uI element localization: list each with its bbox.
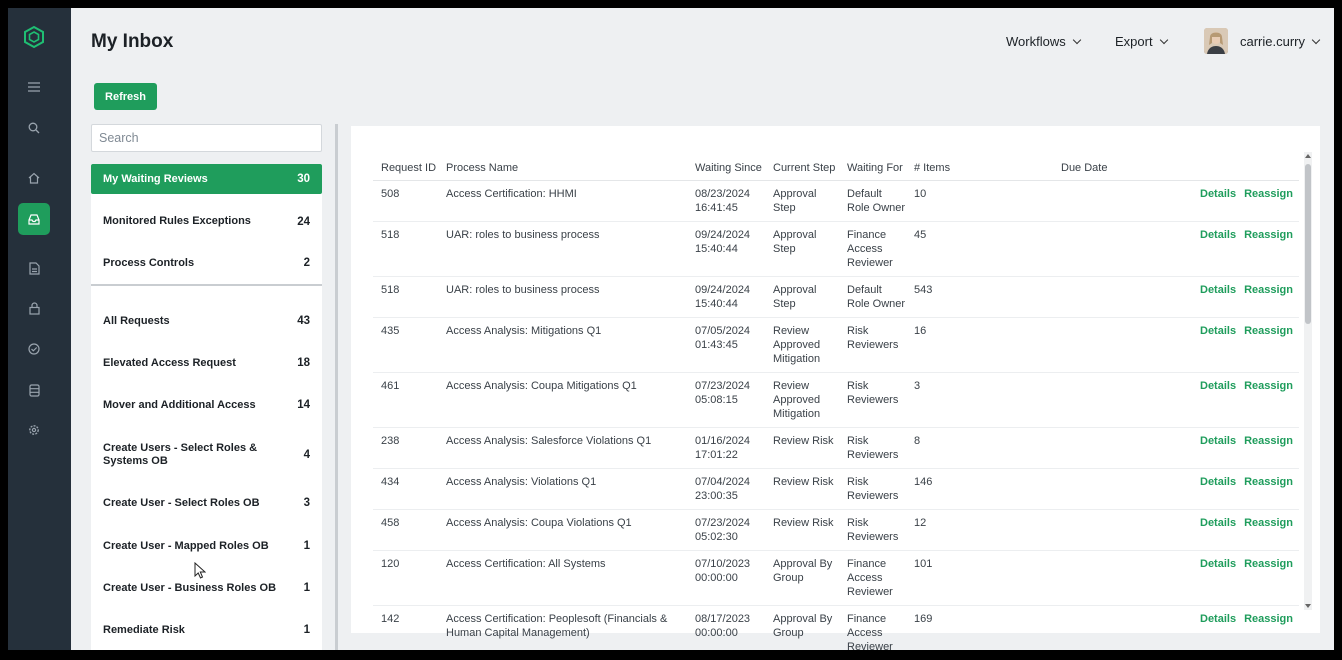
current-step: Review Approved Mitigation (773, 325, 821, 365)
sidebar-item-mover-and-additional-access[interactable] (91, 384, 322, 426)
cell-waiting-since (687, 606, 765, 651)
current-step: Review Risk (773, 476, 834, 488)
column-header-current-step[interactable]: Current Step (765, 154, 839, 181)
cell-process-name (438, 510, 687, 551)
table-row[interactable] (373, 428, 1299, 469)
details-link[interactable]: Details (1200, 188, 1237, 200)
requests-table-panel (351, 126, 1320, 650)
cell-process-name (438, 551, 687, 606)
details-link[interactable]: Details (1200, 284, 1237, 296)
cell-items (906, 373, 1053, 428)
item-count: 16 (914, 325, 927, 337)
reassign-link[interactable]: Reassign (1244, 229, 1293, 241)
table-body (373, 181, 1299, 651)
cell-process-name (438, 469, 687, 510)
process-name: Access Analysis: Violations Q1 (446, 476, 597, 488)
waiting-since-time: 16:41:45 (695, 202, 738, 214)
cell-actions (1183, 428, 1299, 469)
reassign-link[interactable]: Reassign (1244, 613, 1293, 625)
cell-process-name (438, 606, 687, 651)
cell-current-step (765, 606, 839, 651)
waiting-since-date: 07/04/2024 (695, 476, 751, 488)
avatar[interactable] (1204, 28, 1228, 54)
cell-due-date (1053, 181, 1183, 222)
lock-icon[interactable] (24, 298, 44, 318)
waiting-since-date: 07/10/2023 (695, 558, 751, 570)
sidebar-item-label: All Requests (103, 314, 170, 327)
item-count: 543 (914, 284, 933, 296)
sidebar-item-count: 18 (297, 357, 310, 369)
sidebar-item-process-controls[interactable] (91, 244, 322, 282)
waiting-for: Risk Reviewers (847, 476, 899, 502)
waiting-since-time: 05:08:15 (695, 394, 738, 406)
home-icon[interactable] (24, 168, 44, 188)
sidebar-item-label: Create User - Mapped Roles OB (103, 539, 269, 552)
column-header-process-name[interactable]: Process Name (438, 154, 687, 181)
sidebar-item-label: Monitored Rules Exceptions (103, 215, 251, 227)
chevron-down-icon (1312, 36, 1320, 44)
waiting-since-date: 09/24/2024 (695, 284, 751, 296)
cell-items (906, 510, 1053, 551)
cell-items (906, 222, 1053, 277)
item-count: 146 (914, 476, 933, 488)
table-row[interactable] (373, 551, 1299, 606)
database-icon[interactable] (24, 380, 44, 400)
waiting-for: Default Role Owner (847, 284, 906, 310)
sidebar-item-create-user-mapped-roles-ob[interactable] (91, 525, 322, 567)
cell-due-date (1053, 606, 1183, 651)
reassign-link[interactable]: Reassign (1244, 325, 1293, 337)
item-count: 45 (914, 229, 927, 241)
column-header-due-date[interactable]: Due Date (1053, 154, 1183, 181)
workflows-menu[interactable] (1006, 34, 1080, 49)
process-name: UAR: roles to business process (446, 284, 600, 296)
waiting-since-date: 08/17/2023 (695, 613, 751, 625)
current-step: Review Risk (773, 517, 834, 529)
chevron-down-icon (1072, 36, 1080, 44)
cell-waiting-for (839, 318, 906, 373)
sidebar-item-count: 43 (297, 315, 310, 327)
table-scrollbar[interactable] (1304, 152, 1312, 610)
cell-waiting-for (839, 373, 906, 428)
process-name: Access Certification: HHMI (446, 188, 577, 200)
item-count: 12 (914, 517, 927, 529)
cell-waiting-for (839, 551, 906, 606)
column-header-waiting-for[interactable]: Waiting For (839, 154, 906, 181)
cell-waiting-for (839, 510, 906, 551)
waiting-for: Risk Reviewers (847, 325, 899, 351)
waiting-for: Finance Access Reviewer (847, 558, 893, 598)
scrollbar-thumb[interactable] (1305, 164, 1311, 324)
page-title: My Inbox (91, 31, 174, 52)
search-icon[interactable] (24, 118, 44, 138)
cell-request-id (373, 606, 438, 651)
sidebar-item-label: Remediate Risk (103, 623, 185, 636)
waiting-for: Default Role Owner (847, 188, 906, 214)
cell-items (906, 181, 1053, 222)
details-link[interactable]: Details (1200, 613, 1237, 625)
cell-actions (1183, 222, 1299, 277)
cell-items (906, 469, 1053, 510)
sidebar-item-count: 14 (297, 399, 310, 411)
export-menu[interactable] (1115, 34, 1167, 49)
cell-waiting-for (839, 469, 906, 510)
cell-waiting-for (839, 277, 906, 318)
cell-waiting-since (687, 373, 765, 428)
sidebar-item-label: My Waiting Reviews (103, 172, 208, 185)
item-count: 169 (914, 613, 933, 625)
cell-due-date (1053, 551, 1183, 606)
sidebar-item-label: Create User - Business Roles OB (103, 581, 277, 594)
refresh-button[interactable]: Refresh (94, 83, 157, 110)
sidebar-item-label: Elevated Access Request (103, 356, 236, 369)
reassign-link[interactable]: Reassign (1244, 435, 1293, 447)
cell-current-step (765, 277, 839, 318)
menu-icon[interactable] (24, 77, 44, 97)
table-row[interactable] (373, 318, 1299, 373)
reassign-link[interactable]: Reassign (1244, 476, 1293, 488)
request-id: 120 (381, 558, 400, 570)
cell-waiting-for (839, 606, 906, 651)
cell-waiting-since (687, 318, 765, 373)
cell-current-step (765, 373, 839, 428)
cell-due-date (1053, 222, 1183, 277)
item-count: 10 (914, 188, 927, 200)
table-row[interactable] (373, 469, 1299, 510)
sidebar-item-create-user-business-roles-ob[interactable] (91, 567, 322, 609)
cell-process-name (438, 428, 687, 469)
reassign-link[interactable]: Reassign (1244, 284, 1293, 296)
inbox-category-list (91, 164, 322, 650)
request-id: 238 (381, 435, 400, 447)
column-header-actions (1183, 154, 1299, 181)
cell-request-id (373, 318, 438, 373)
cell-actions (1183, 551, 1299, 606)
cell-due-date (1053, 373, 1183, 428)
cell-actions (1183, 606, 1299, 651)
search-input[interactable] (91, 124, 322, 152)
cell-request-id (373, 222, 438, 277)
cell-items (906, 318, 1053, 373)
reassign-link[interactable]: Reassign (1244, 188, 1293, 200)
column-header-items[interactable]: # Items (906, 154, 1053, 181)
cell-actions (1183, 510, 1299, 551)
document-icon[interactable] (24, 258, 44, 278)
sidebar-item-count: 1 (303, 540, 310, 552)
sidebar-item-remediate-risk[interactable] (91, 609, 322, 650)
process-name: Access Certification: All Systems (446, 558, 606, 570)
cell-current-step (765, 318, 839, 373)
table-row[interactable] (373, 510, 1299, 551)
inbox-icon[interactable] (18, 203, 50, 235)
cell-waiting-since (687, 510, 765, 551)
details-link[interactable]: Details (1200, 517, 1237, 529)
request-id: 518 (381, 229, 400, 241)
cell-current-step (765, 428, 839, 469)
process-name: Access Analysis: Mitigations Q1 (446, 325, 602, 337)
reassign-link[interactable]: Reassign (1244, 517, 1293, 529)
requests-table (373, 154, 1299, 650)
cell-request-id (373, 181, 438, 222)
waiting-since-time: 23:00:35 (695, 490, 738, 502)
waiting-since-date: 07/05/2024 (695, 325, 751, 337)
top-header (71, 8, 1334, 76)
cell-request-id (373, 551, 438, 606)
sidebar-item-label: Process Controls (103, 256, 195, 269)
waiting-since-date: 08/23/2024 (695, 188, 751, 200)
settings-icon[interactable] (24, 420, 44, 440)
reassign-link[interactable]: Reassign (1244, 558, 1293, 570)
cell-waiting-since (687, 428, 765, 469)
sidebar-item-count: 3 (303, 497, 310, 509)
waiting-since-time: 05:02:30 (695, 531, 738, 543)
cell-items (906, 428, 1053, 469)
sidebar-item-my-waiting-reviews[interactable] (91, 164, 322, 194)
cell-waiting-for (839, 181, 906, 222)
sidebar-item-create-users-select-roles-systems-ob[interactable] (91, 426, 322, 484)
waiting-since-date: 07/23/2024 (695, 517, 751, 529)
waiting-for: Finance Access Reviewer (847, 229, 893, 269)
cell-current-step (765, 222, 839, 277)
cell-waiting-for (839, 428, 906, 469)
cell-current-step (765, 510, 839, 551)
waiting-since-time: 00:00:00 (695, 627, 738, 639)
details-link[interactable]: Details (1200, 325, 1237, 337)
sidebar-item-count: 4 (303, 449, 310, 461)
waiting-since-time: 01:43:45 (695, 339, 738, 351)
cell-due-date (1053, 428, 1183, 469)
column-header-request-id[interactable]: Request ID (373, 154, 438, 181)
cell-request-id (373, 373, 438, 428)
cell-process-name (438, 222, 687, 277)
sidebar-item-count: 24 (297, 215, 310, 228)
scroll-up-icon[interactable] (1305, 154, 1311, 158)
details-link[interactable]: Details (1200, 229, 1237, 241)
sidebar-item-elevated-access-request[interactable] (91, 342, 322, 384)
waiting-for: Risk Reviewers (847, 435, 899, 461)
current-step: Approval Step (773, 229, 817, 255)
current-step: Approval Step (773, 188, 817, 214)
cell-waiting-since (687, 222, 765, 277)
waiting-since-time: 00:00:00 (695, 572, 738, 584)
sidebar-item-count: 1 (303, 624, 310, 636)
cell-process-name (438, 318, 687, 373)
cell-current-step (765, 181, 839, 222)
cell-waiting-since (687, 551, 765, 606)
cell-actions (1183, 373, 1299, 428)
cell-request-id (373, 428, 438, 469)
details-link[interactable]: Details (1200, 380, 1237, 392)
app-window (8, 8, 1334, 650)
user-menu[interactable] (1240, 34, 1319, 49)
details-link[interactable]: Details (1200, 558, 1237, 570)
cell-waiting-for (839, 222, 906, 277)
nav-rail (8, 8, 71, 650)
cell-actions (1183, 277, 1299, 318)
details-link[interactable]: Details (1200, 476, 1237, 488)
sidebar-item-count: 1 (303, 582, 310, 594)
waiting-since-date: 01/16/2024 (695, 435, 751, 447)
cell-process-name (438, 181, 687, 222)
mouse-cursor-icon (194, 562, 206, 580)
cell-due-date (1053, 277, 1183, 318)
workflows-label: Workflows (1006, 34, 1066, 49)
cell-actions (1183, 181, 1299, 222)
cell-process-name (438, 277, 687, 318)
current-step: Review Approved Mitigation (773, 380, 821, 420)
cell-request-id (373, 469, 438, 510)
waiting-since-time: 15:40:44 (695, 298, 738, 310)
sidebar-item-label: Create Users - Select Roles & Systems OB (103, 442, 258, 467)
table-row[interactable] (373, 181, 1299, 222)
request-id: 434 (381, 476, 400, 488)
cell-due-date (1053, 510, 1183, 551)
item-count: 8 (914, 435, 921, 447)
table-row[interactable] (373, 606, 1299, 651)
item-count: 101 (914, 558, 933, 570)
cell-process-name (438, 373, 687, 428)
sidebar-item-count: 30 (297, 173, 310, 185)
cell-items (906, 551, 1053, 606)
column-header-waiting-since[interactable]: Waiting Since (687, 154, 765, 181)
process-name: Access Certification: Peoplesoft (Financials & Human Capital Management) (446, 613, 668, 639)
cell-due-date (1053, 469, 1183, 510)
cell-request-id (373, 277, 438, 318)
request-id: 458 (381, 517, 400, 529)
current-step: Approval By Group (773, 558, 833, 584)
current-step: Approval By Group (773, 613, 833, 639)
waiting-since-date: 07/23/2024 (695, 380, 751, 392)
process-name: Access Analysis: Coupa Violations Q1 (446, 517, 632, 529)
shield-check-icon[interactable] (24, 339, 44, 359)
request-id: 518 (381, 284, 400, 296)
waiting-since-time: 15:40:44 (695, 243, 738, 255)
waiting-for: Risk Reviewers (847, 517, 899, 543)
list-divider (91, 284, 322, 286)
current-step: Approval Step (773, 284, 817, 310)
request-id: 461 (381, 380, 400, 392)
sidebar-item-monitored-rules-exceptions[interactable] (91, 199, 322, 244)
chevron-down-icon (1159, 36, 1167, 44)
panel-splitter[interactable] (335, 124, 338, 650)
sidebar-item-create-user-select-roles-ob[interactable] (91, 482, 322, 524)
waiting-for: Finance Access Reviewer (847, 613, 893, 650)
export-label: Export (1115, 34, 1153, 49)
cell-waiting-since (687, 277, 765, 318)
sidebar-item-label: Create User - Select Roles OB (103, 496, 260, 509)
cell-request-id (373, 510, 438, 551)
table-row[interactable] (373, 373, 1299, 428)
scroll-down-icon[interactable] (1305, 604, 1311, 608)
cell-items (906, 606, 1053, 651)
user-name: carrie.curry (1240, 34, 1306, 49)
process-name: Access Analysis: Salesforce Violations Q1 (446, 435, 652, 447)
details-link[interactable]: Details (1200, 435, 1237, 447)
table-row[interactable] (373, 222, 1299, 277)
reassign-link[interactable]: Reassign (1244, 380, 1293, 392)
app-logo-icon[interactable] (22, 25, 46, 49)
request-id: 435 (381, 325, 400, 337)
table-row[interactable] (373, 277, 1299, 318)
cell-current-step (765, 551, 839, 606)
table-header-row (373, 154, 1299, 181)
waiting-since-time: 17:01:22 (695, 449, 738, 461)
cell-items (906, 277, 1053, 318)
cell-actions (1183, 318, 1299, 373)
sidebar-item-count: 2 (303, 257, 310, 269)
waiting-since-date: 09/24/2024 (695, 229, 751, 241)
cell-actions (1183, 469, 1299, 510)
sidebar-item-all-requests[interactable] (91, 300, 322, 342)
sidebar-item-label: Mover and Additional Access (103, 398, 256, 411)
item-count: 3 (914, 380, 921, 392)
waiting-for: Risk Reviewers (847, 380, 899, 406)
cell-waiting-since (687, 469, 765, 510)
process-name: Access Analysis: Coupa Mitigations Q1 (446, 380, 637, 392)
process-name: UAR: roles to business process (446, 229, 600, 241)
cell-current-step (765, 469, 839, 510)
cell-waiting-since (687, 181, 765, 222)
cell-due-date (1053, 318, 1183, 373)
request-id: 508 (381, 188, 400, 200)
current-step: Review Risk (773, 435, 834, 447)
request-id: 142 (381, 613, 400, 625)
